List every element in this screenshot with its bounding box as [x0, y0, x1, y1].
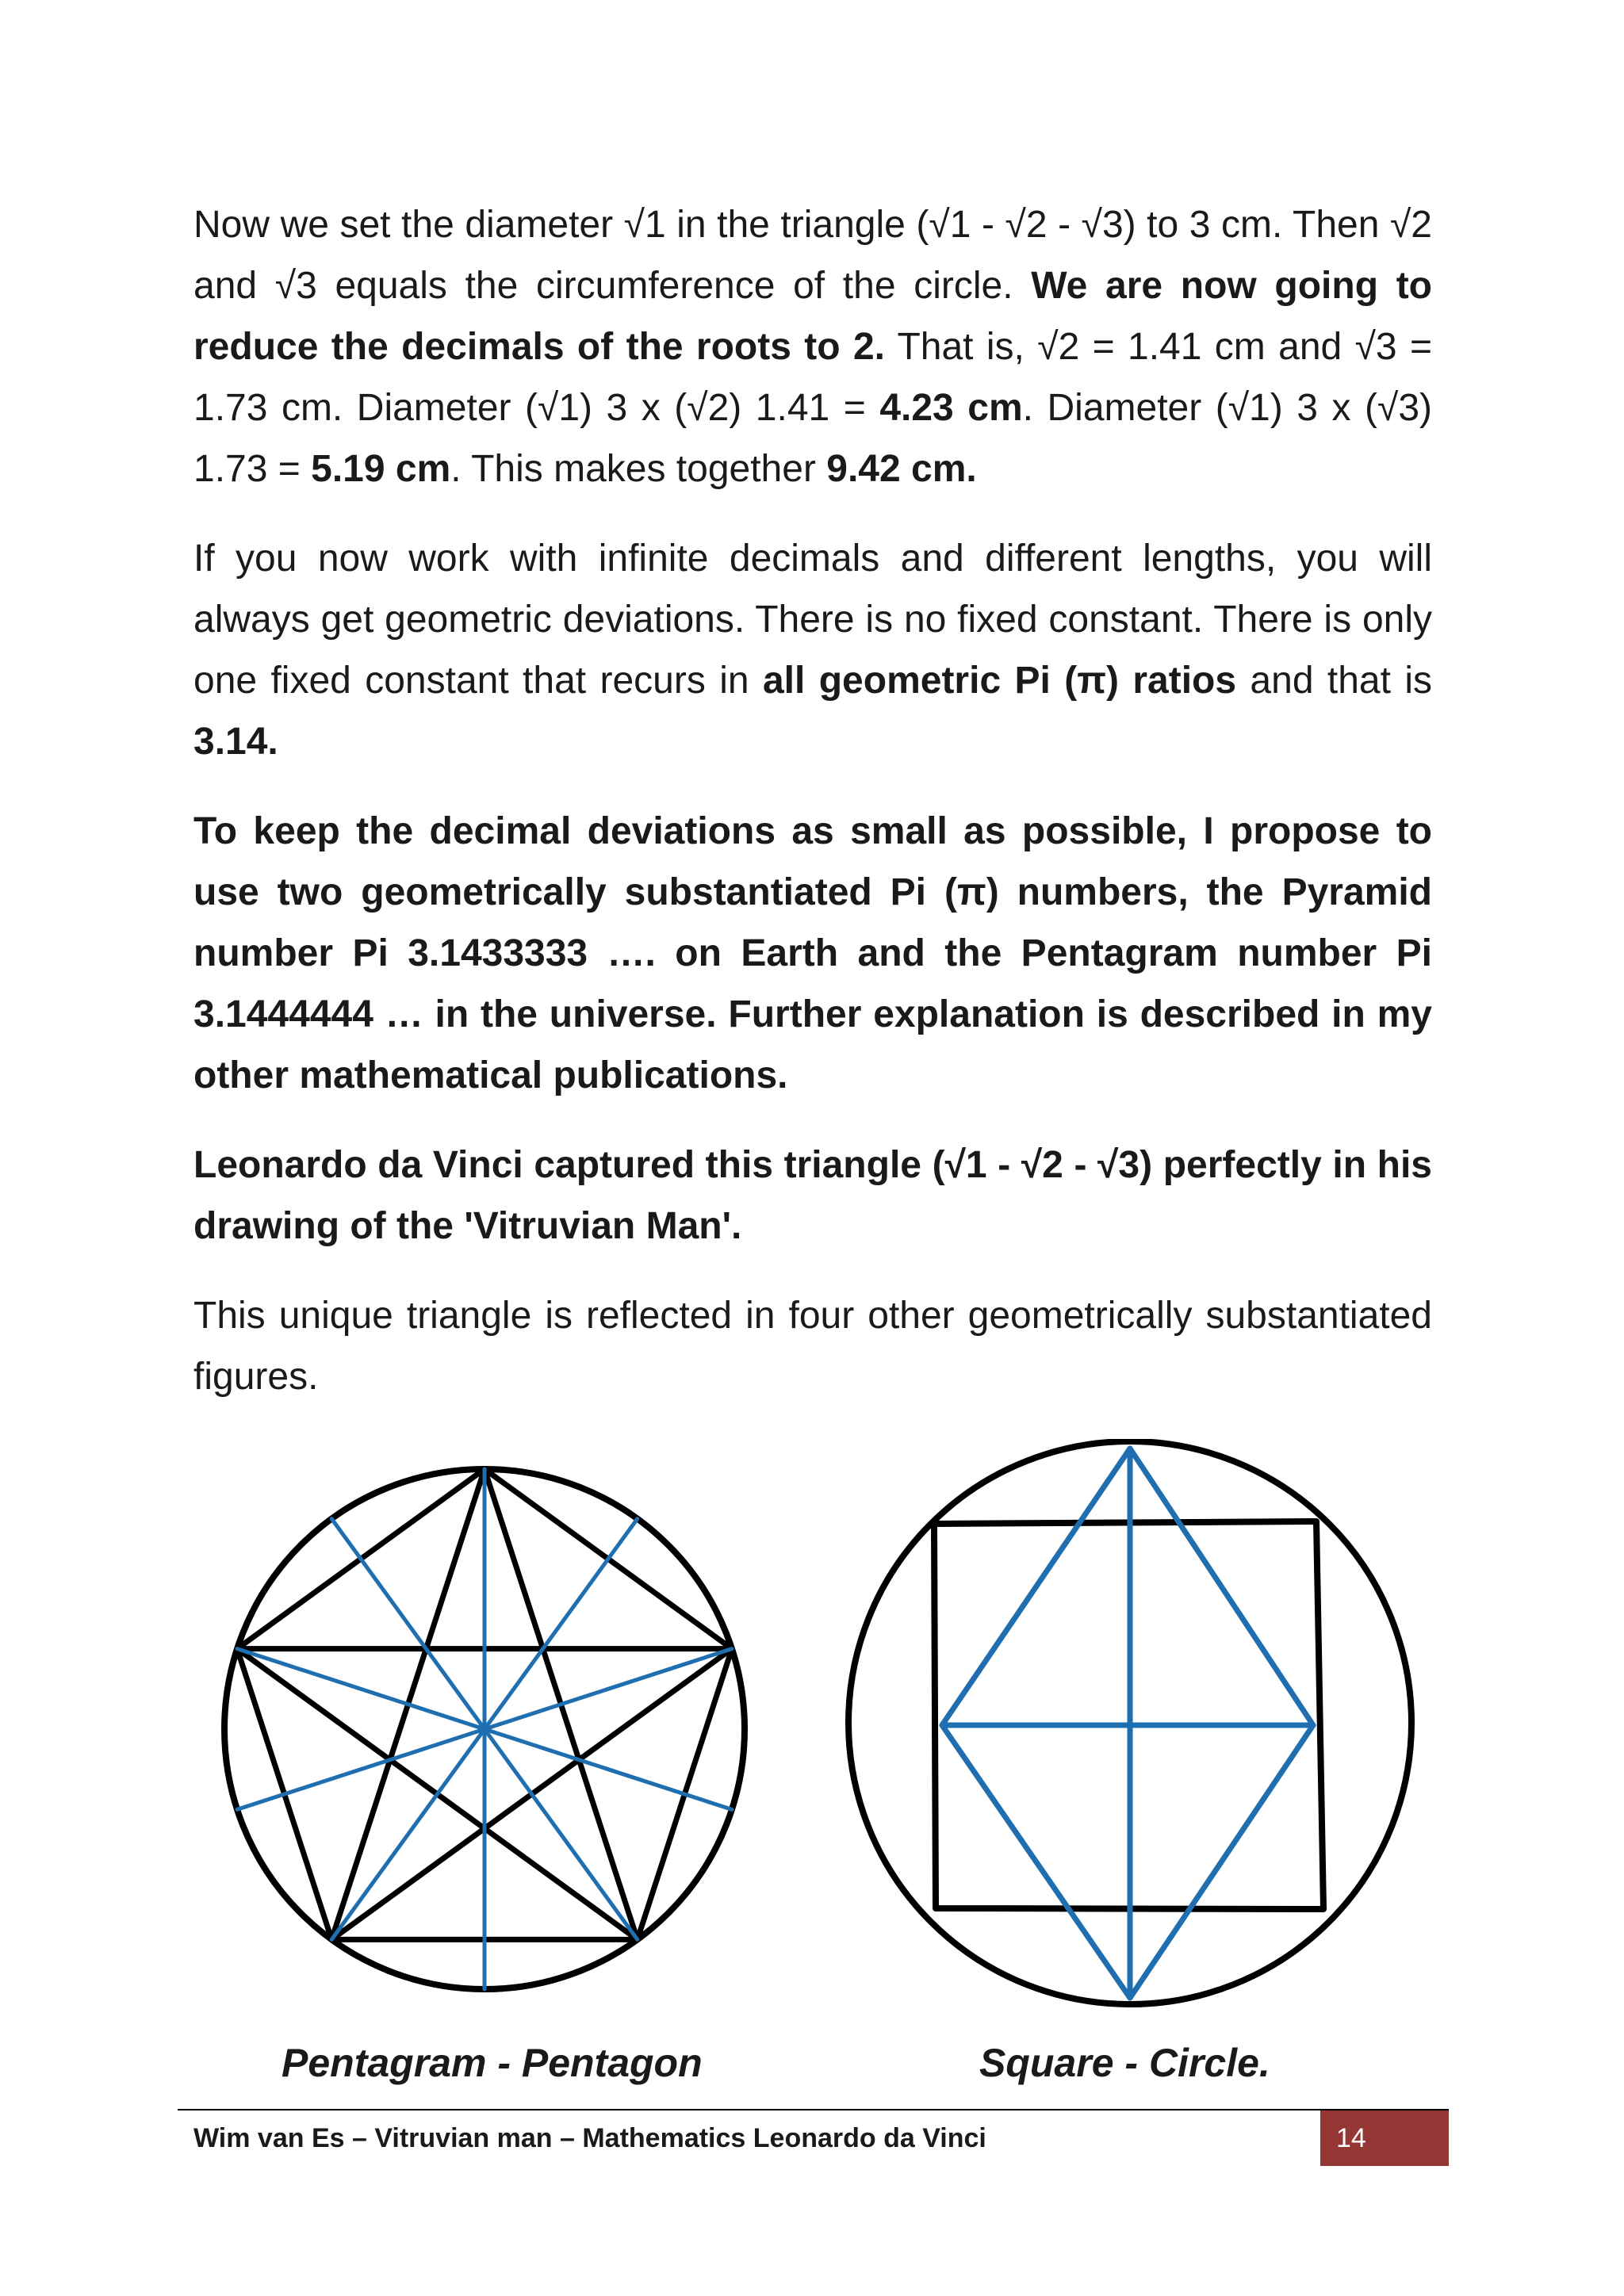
- paragraph-2: [193, 528, 1432, 772]
- paragraph-3: [193, 801, 1432, 1106]
- p1-bold-4: 9.42 cm.: [826, 448, 977, 490]
- p2-text-2: and that is: [1236, 660, 1432, 702]
- p1-text-4: . This makes together: [450, 448, 827, 490]
- p1-bold-3: 5.19 cm: [311, 448, 451, 490]
- page-number-badge: 14: [1320, 2110, 1449, 2166]
- paragraph-1: [193, 194, 1432, 499]
- p1-bold-2: 4.23 cm: [879, 387, 1023, 429]
- p4-bold: Leonardo da Vinci captured this triangle (√1 - √2 - √3) perfectly in his drawing of the 'Vitruvian Man'.: [193, 1144, 1432, 1247]
- footer-title: Wim van Es – Vitruvian man – Mathematics Leonardo da Vinci: [193, 2123, 986, 2153]
- p3-bold: To keep the decimal deviations as small as possible, I propose to use two geometrically substantiated Pi (π) numbers, the Pyramid number Pi 3.1433333 …. on Earth and the Pentagram number Pi 3.1444444 … in the universe. Further explanation is described in my other mathematical publications.: [193, 810, 1432, 1096]
- p1-text-2: That is, √2 = 1.41 cm and √3 = 1.73 cm. Diameter (√1) 3 x (√2) 1.41 =: [193, 326, 1432, 429]
- paragraph-5: [193, 1285, 1432, 1407]
- left-axis-lines: [237, 1469, 732, 1989]
- p5-text: This unique triangle is reflected in four other geometrically substantiated figures.: [193, 1295, 1432, 1398]
- right-rhombus-lines: [942, 1448, 1313, 1998]
- footer-divider: [178, 2109, 1449, 2110]
- left-figure-caption: Pentagram - Pentagon: [282, 2041, 703, 2085]
- p2-bold-1: all geometric Pi (π) ratios: [762, 660, 1237, 702]
- p2-text-1: If you now work with infinite decimals and different lengths, you will always get geometric deviations. There is no fixed constant. There is only one fixed constant that recurs in: [193, 538, 1432, 702]
- p1-text-1: Now we set the diameter √1 in the triangle (√1 - √2 - √3) to 3 cm. Then √2 and √3 equals the circumference of the circle.: [193, 204, 1432, 307]
- paragraph-4: [193, 1135, 1432, 1257]
- pentagram-pentagon-figure: [214, 1447, 753, 2002]
- p1-bold-1: We are now going to reduce the decimals of the roots to 2.: [193, 265, 1432, 368]
- p1-text-3: . Diameter (√1) 3 x (√3) 1.73 =: [193, 387, 1433, 490]
- p2-bold-2: 3.14.: [193, 721, 278, 763]
- square-circle-figure: [841, 1439, 1427, 2010]
- right-figure-caption: Square - Circle.: [979, 2041, 1270, 2085]
